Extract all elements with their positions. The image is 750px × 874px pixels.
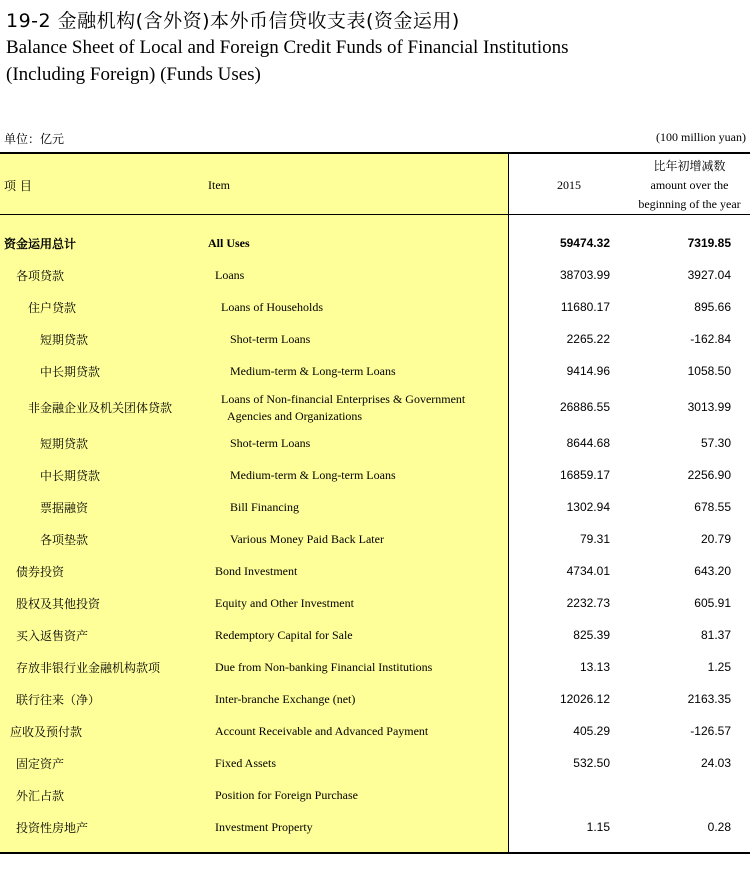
row-label-en-line1: Loans of Non-financial Enterprises & Government (221, 392, 466, 406)
table-row (0, 323, 750, 355)
row-value-2015: 79.31 (579, 532, 610, 546)
row-label-cn: 资金运用总计 (4, 237, 77, 251)
row-label-en: Bond Investment (215, 564, 298, 578)
row-value-2015: 38703.99 (559, 268, 610, 282)
row-label-cn: 中长期贷款 (40, 365, 101, 379)
row-label-en: Loans of Households (221, 300, 323, 314)
unit-label-cn: 单位：亿元 (4, 132, 65, 146)
row-value-2015: 59474.32 (559, 236, 610, 250)
row-label-en: Fixed Assets (215, 756, 277, 770)
row-value-change: 895.66 (694, 300, 731, 314)
row-label-en: All Uses (208, 236, 250, 250)
row-value-change: 605.91 (694, 596, 731, 610)
row-label-cn: 债券投资 (16, 565, 65, 579)
header-item-cn: 项 目 (4, 179, 32, 193)
row-label-en: Investment Property (215, 820, 313, 834)
row-value-2015: 4734.01 (566, 564, 610, 578)
row-value-2015: 1.15 (586, 820, 610, 834)
row-value-2015: 11680.17 (560, 300, 610, 314)
row-value-change: -126.57 (690, 724, 731, 738)
row-label-cn: 买入返售资产 (16, 629, 89, 643)
row-label-cn: 存放非银行业金融机构款项 (16, 661, 161, 675)
row-label-en (221, 391, 465, 425)
table-row (0, 387, 750, 427)
row-value-2015: 12026.12 (559, 692, 610, 706)
row-value-change: 7319.85 (687, 236, 731, 250)
row-value-2015: 532.50 (573, 756, 610, 770)
row-label-cn: 联行往来（净） (16, 693, 101, 707)
header-change-cn: 比年初增减数 (653, 159, 726, 173)
row-label-en: Shot-term Loans (230, 436, 311, 450)
row-value-2015: 1302.94 (566, 500, 610, 514)
table-row (0, 683, 750, 715)
row-value-change: 0.28 (707, 820, 731, 834)
header-change-en-2: beginning of the year (638, 197, 741, 211)
table-row (0, 747, 750, 779)
row-value-change: 3013.99 (687, 400, 731, 414)
row-value-2015: 16859.17 (559, 468, 610, 482)
row-value-change: -162.84 (690, 332, 731, 346)
row-label-cn: 各项垫款 (40, 533, 89, 547)
row-label-en: Redemptory Capital for Sale (215, 628, 353, 642)
row-label-cn: 投资性房地产 (16, 821, 89, 835)
table-row (0, 651, 750, 683)
table-row (0, 259, 750, 291)
table-row (0, 523, 750, 555)
table-row (0, 811, 750, 843)
row-label-cn: 住户贷款 (28, 301, 77, 315)
row-value-change: 2256.90 (687, 468, 731, 482)
row-value-change: 1.25 (707, 660, 731, 674)
balance-sheet-table (0, 152, 750, 854)
table-header (0, 154, 750, 215)
page-title-en-line2: (Including Foreign) (Funds Uses) (6, 64, 261, 85)
row-label-en: Bill Financing (230, 500, 299, 514)
row-label-en: Inter-branche Exchange (net) (215, 692, 356, 706)
row-label-en: Due from Non-banking Financial Institutions (215, 660, 433, 674)
row-label-en: Shot-term Loans (230, 332, 311, 346)
row-value-change: 1058.50 (687, 364, 731, 378)
row-value-2015: 2232.73 (566, 596, 610, 610)
row-label-cn: 短期贷款 (40, 333, 89, 347)
row-value-2015: 405.29 (573, 724, 610, 738)
row-label-en: Medium-term & Long-term Loans (230, 468, 396, 482)
row-label-cn: 各项贷款 (16, 269, 65, 283)
table-row (0, 291, 750, 323)
row-label-cn: 票据融资 (40, 501, 89, 515)
table-row (0, 779, 750, 811)
page-title-en-line1: Balance Sheet of Local and Foreign Credit Funds of Financial Institutions (6, 37, 569, 58)
table-row (0, 227, 750, 259)
row-value-change: 3927.04 (687, 268, 731, 282)
row-value-2015: 13.13 (579, 660, 610, 674)
table-row (0, 355, 750, 387)
header-item-en: Item (208, 178, 230, 192)
header-2015: 2015 (557, 178, 581, 192)
row-value-2015: 8644.68 (566, 436, 610, 450)
table-row (0, 715, 750, 747)
row-label-cn: 非金融企业及机关团体贷款 (28, 401, 173, 415)
row-value-change: 20.79 (700, 532, 731, 546)
row-label-cn: 短期贷款 (40, 437, 89, 451)
row-label-en-line2: Agencies and Organizations (227, 409, 363, 423)
row-label-cn: 应收及预付款 (10, 725, 83, 739)
row-label-cn: 中长期贷款 (40, 469, 101, 483)
header-change-en-1: amount over the (650, 178, 729, 192)
table-row (0, 555, 750, 587)
row-label-cn: 外汇占款 (16, 789, 65, 803)
row-label-en: Equity and Other Investment (215, 596, 354, 610)
row-value-change: 57.30 (700, 436, 731, 450)
row-value-change: 678.55 (694, 500, 731, 514)
row-value-change: 2163.35 (687, 692, 731, 706)
row-value-change: 24.03 (700, 756, 731, 770)
table-row (0, 619, 750, 651)
row-label-en: Position for Foreign Purchase (215, 788, 358, 802)
header-change (629, 157, 750, 214)
table-row (0, 459, 750, 491)
row-value-2015: 9414.96 (566, 364, 610, 378)
row-label-en: Various Money Paid Back Later (230, 532, 384, 546)
table-row (0, 427, 750, 459)
row-label-en: Loans (215, 268, 245, 282)
row-label-en: Account Receivable and Advanced Payment (215, 724, 429, 738)
row-value-2015: 2265.22 (566, 332, 610, 346)
page-title-cn: 19-2 金融机构(含外资)本外币信贷收支表(资金运用) (6, 10, 460, 32)
row-value-change: 643.20 (694, 564, 731, 578)
row-label-cn: 股权及其他投资 (16, 597, 101, 611)
table-row (0, 587, 750, 619)
row-value-2015: 825.39 (573, 628, 610, 642)
table-row (0, 491, 750, 523)
unit-label-en: (100 million yuan) (656, 130, 746, 144)
row-label-cn: 固定资产 (16, 757, 65, 771)
row-label-en: Medium-term & Long-term Loans (230, 364, 396, 378)
row-value-change: 81.37 (700, 628, 731, 642)
row-value-2015: 26886.55 (559, 400, 610, 414)
